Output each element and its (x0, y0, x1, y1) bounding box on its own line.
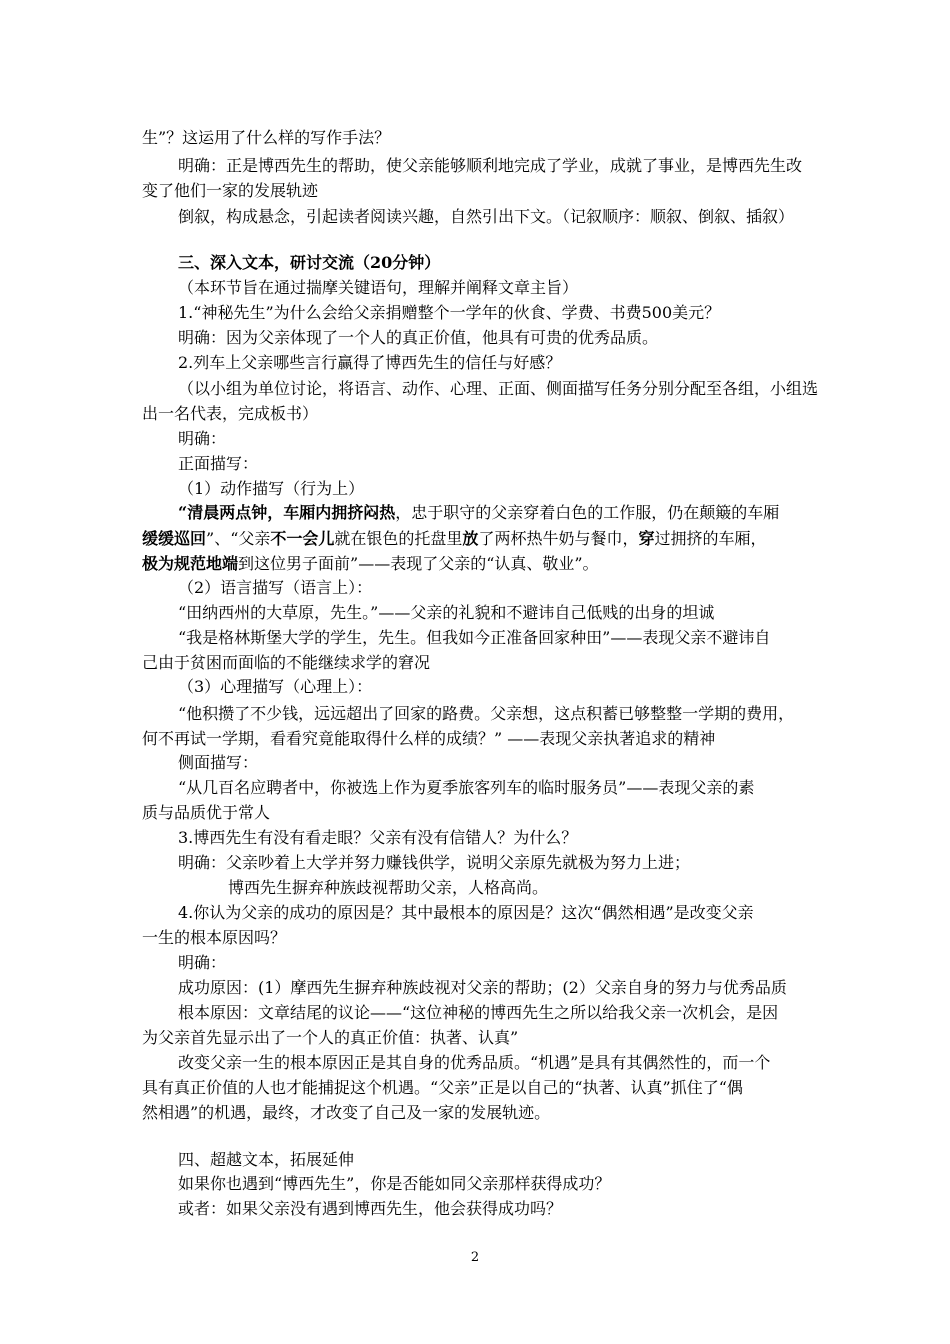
answer-line: 根本原因：文章结尾的议论——“这位神秘的博西先生之所以给我父亲一次机会，是因 (178, 1003, 779, 1022)
paragraph-line: “我是格林斯堡大学的学生，先生。但我如今正准备回家种田”——表现父亲不避讳自 (178, 628, 771, 647)
answer-line: 明确：父亲吵着上大学并努力赚钱供学，说明父亲原先就极为努力上进； (178, 853, 691, 872)
question-line: 3.博西先生有没有看走眼？父亲有没有信错人？为什么？ (178, 828, 578, 847)
answer-line: 博西先生摒弃种族歧视帮助父亲，人格高尚。 (228, 878, 549, 897)
paragraph-line: “从几百名应聘者中，你被选上作为夏季旅客列车的临时服务员”——表现父亲的素 (178, 778, 755, 797)
text-run: ，忠于职守的父亲穿着白色的工作服，仍在颠簸的车厢 (395, 503, 780, 522)
answer-label: 明确： (178, 429, 227, 448)
bold-phrase: “清晨两点钟，车厢内拥挤闷热 (178, 503, 396, 522)
bold-phrase: 缓缓巡回 (142, 529, 207, 548)
paragraph-line: （以小组为单位讨论，将语言、动作、心理、正面、侧面描写任务分别分配至各组，小组选 (178, 379, 819, 398)
answer-label: 明确： (178, 953, 227, 972)
question-line: 4.你认为父亲的成功的原因是？其中最根本的原因是？这次“偶然相遇”是改变父亲 (178, 903, 754, 922)
paragraph-line: （本环节旨在通过揣摩关键语句，理解并阐释文章主旨） (178, 278, 579, 297)
question-line: 或者：如果父亲没有遇到博西先生，他会获得成功吗？ (178, 1199, 563, 1218)
paragraph-line: （1）动作描写（行为上） (178, 479, 365, 498)
question-line: 2.列车上父亲哪些言行赢得了博西先生的信任与好感？ (178, 353, 562, 372)
paragraph-line: 变了他们一家的发展轨迹 (142, 181, 319, 200)
text-run: 到这位男子面前”——表现了父亲的“认真、敬业”。 (238, 554, 599, 573)
bold-phrase: 极为规范地端 (142, 554, 239, 573)
section-heading: 三、深入文本，研讨交流（20分钟） (178, 253, 441, 272)
paragraph-line: 何不再试一学期，看看究竟能取得什么样的成绩？” ——表现父亲执著追求的精神 (142, 729, 716, 748)
paragraph-line: 侧面描写： (178, 753, 259, 772)
paragraph-line: 明确：正是博西先生的帮助，使父亲能够顺利地完成了学业，成就了事业，是博西先生改 (178, 156, 803, 175)
paragraph-line: “他积攒了不少钱，远远超出了回家的路费。父亲想，这点积蓄已够整整一学期的费用， (178, 704, 795, 723)
answer-line: 明确：因为父亲体现了一个人的真正价值，他具有可贵的优秀品质。 (178, 328, 659, 347)
section-heading: 四、超越文本，拓展延伸 (178, 1150, 355, 1169)
paragraph-line: （3）心理描写（心理上）： (178, 677, 373, 696)
paragraph-line: 具有真正价值的人也才能捕捉这个机遇。“父亲”正是以自己的“执著、认真”抓住了“偶 (142, 1078, 743, 1097)
question-line: 1.“神秘先生”为什么会给父亲捐赠整个一学年的伙食、学费、书费500美元？ (178, 303, 721, 322)
paragraph-line: 正面描写： (178, 454, 259, 473)
text-run: 过拥挤的车厢， (654, 529, 767, 548)
paragraph-line: 为父亲首先显示出了一个人的真正价值：执著、认真” (142, 1028, 519, 1047)
paragraph-line: 出一名代表，完成板书） (142, 404, 319, 423)
paragraph-line: 倒叙，构成悬念，引起读者阅读兴趣，自然引出下文。（记叙顺序：顺叙、倒叙、插叙） (178, 207, 795, 226)
paragraph-line: （2）语言描写（语言上）： (178, 578, 373, 597)
page-number: 2 (470, 1250, 480, 1265)
paragraph-line: 改变父亲一生的根本原因正是其自身的优秀品质。“机遇”是具有其偶然性的，而一个 (178, 1053, 771, 1072)
bold-phrase: 穿 (638, 529, 655, 548)
bold-phrase: 放 (462, 529, 479, 548)
answer-line: 成功原因：(1）摩西先生摒弃种族歧视对父亲的帮助；(2）父亲自身的努力与优秀品质 (178, 978, 787, 997)
question-line: 如果你也遇到“博西先生”，你是否能如同父亲那样获得成功？ (178, 1174, 611, 1193)
paragraph-line: 生”？这运用了什么样的写作手法？ (142, 128, 391, 147)
paragraph-line: 己由于贫困而面临的不能继续求学的窘况 (142, 653, 431, 672)
text-run: 就在银色的托盘里 (334, 529, 463, 548)
paragraph-line: “田纳西州的大草原，先生。”——父亲的礼貌和不避讳自己低贱的出身的坦诚 (178, 603, 715, 622)
text-run: ”、“父亲 (206, 529, 271, 548)
paragraph-line (142, 529, 822, 549)
paragraph-line: 质与品质优于常人 (142, 803, 271, 822)
paragraph-line (178, 503, 858, 523)
paragraph-line: 一生的根本原因吗？ (142, 928, 287, 947)
bold-phrase: 不一会儿 (270, 529, 335, 548)
paragraph-line: 然相遇”的机遇，最终，才改变了自己及一家的发展轨迹。 (142, 1103, 551, 1122)
paragraph-line (142, 554, 822, 574)
text-run: 了两杯热牛奶与餐巾， (478, 529, 639, 548)
